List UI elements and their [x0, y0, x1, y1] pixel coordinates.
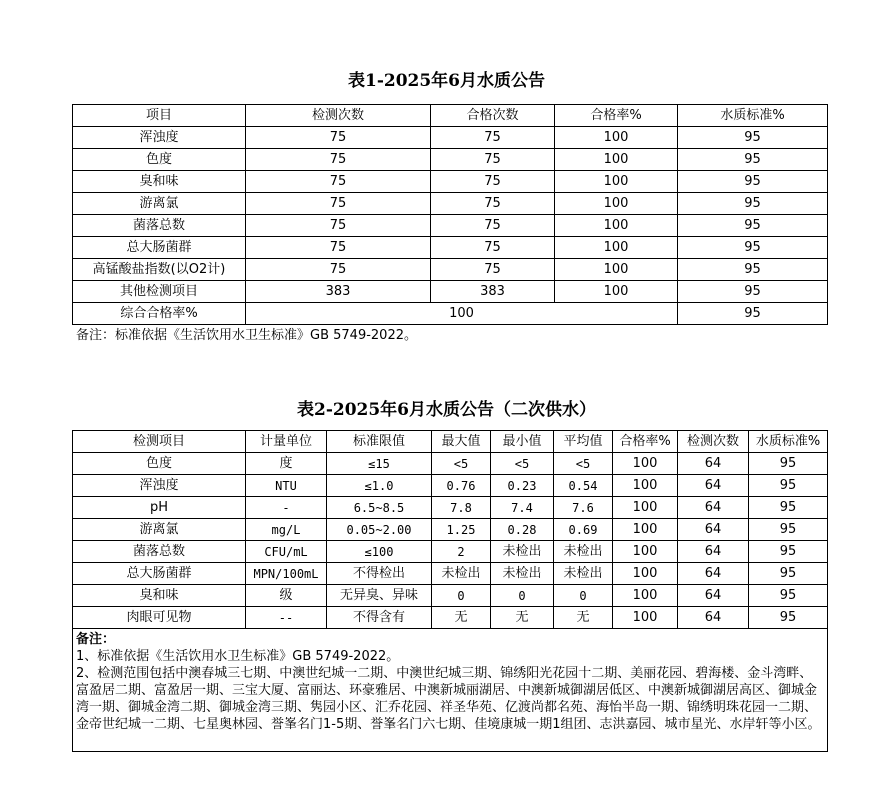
table2-cell: 未检出 [554, 541, 613, 563]
table2-cell: 菌落总数 [73, 541, 246, 563]
table2-cell: 无 [432, 607, 491, 629]
water-quality-table-1 [72, 104, 828, 325]
table1-cell: 100 [555, 215, 678, 237]
table2-cell: 未检出 [491, 541, 554, 563]
table1-cell: 75 [431, 127, 555, 149]
table1-cell: 菌落总数 [73, 215, 246, 237]
table1-header-cell: 检测次数 [246, 105, 431, 127]
table1-cell: 75 [431, 237, 555, 259]
table2-cell: 6.5~8.5 [327, 497, 432, 519]
table1-cell: 游离氯 [73, 193, 246, 215]
table2-row [73, 563, 828, 585]
summary-standard: 95 [678, 303, 828, 325]
table2-cell: 0.28 [491, 519, 554, 541]
table1-cell: 100 [555, 259, 678, 281]
table1-row [73, 193, 828, 215]
table1-cell: 100 [555, 149, 678, 171]
table2-cell: 未检出 [432, 563, 491, 585]
table2-cell: 100 [613, 453, 678, 475]
table2-header-cell: 平均值 [554, 431, 613, 453]
table2-cell: 7.6 [554, 497, 613, 519]
table2-cell: 无异臭、异味 [327, 585, 432, 607]
table2-cell: 100 [613, 607, 678, 629]
table2-cell: 100 [613, 585, 678, 607]
table1-cell: 95 [678, 215, 828, 237]
table2-cell: 95 [749, 563, 828, 585]
table1-cell: 75 [431, 149, 555, 171]
table2-cell: <5 [491, 453, 554, 475]
table2-cell: 不得含有 [327, 607, 432, 629]
table2-cell: 95 [749, 541, 828, 563]
table2-cell: CFU/mL [246, 541, 327, 563]
table1-header-cell: 合格次数 [431, 105, 555, 127]
table2-cell: 64 [678, 563, 749, 585]
table1-row [73, 259, 828, 281]
table1-cell: 75 [246, 259, 431, 281]
table2-cell: 0 [554, 585, 613, 607]
table2-cell: -- [246, 607, 327, 629]
table2-cell: 总大肠菌群 [73, 563, 246, 585]
table2-header-cell: 计量单位 [246, 431, 327, 453]
table2-row [73, 585, 828, 607]
table2-cell: 未检出 [491, 563, 554, 585]
table2-row [73, 519, 828, 541]
table1-cell: 75 [431, 193, 555, 215]
table2-cell: 浑浊度 [73, 475, 246, 497]
table2-cell: 95 [749, 585, 828, 607]
table2-row [73, 607, 828, 629]
table2-cell: 95 [749, 475, 828, 497]
table2-cell: 级 [246, 585, 327, 607]
table2-cell: 95 [749, 519, 828, 541]
table2-cell: 95 [749, 453, 828, 475]
table2-cell: 7.8 [432, 497, 491, 519]
table2-cell: 100 [613, 497, 678, 519]
table1-cell: 383 [246, 281, 431, 303]
table2-cell: - [246, 497, 327, 519]
summary-label: 综合合格率% [73, 303, 246, 325]
table2-cell: 无 [554, 607, 613, 629]
table1-cell: 75 [431, 171, 555, 193]
table2-cell: NTU [246, 475, 327, 497]
table2-notes [73, 629, 828, 752]
table2-header-cell: 检测次数 [678, 431, 749, 453]
table1-cell: 95 [678, 149, 828, 171]
summary-value: 100 [246, 303, 678, 325]
table2-cell: ≤15 [327, 453, 432, 475]
table2-row [73, 475, 828, 497]
table1-row [73, 171, 828, 193]
note-line: 2、检测范围包括中澳春城三七期、中澳世纪城一二期、中澳世纪城三期、锦绣阳光花园十二期、美丽花园、碧海楼、金斗湾畔、富盈居二期、富盈居一期、三宝大厦、富丽达、环豪雅居、中澳新城丽湖居、中澳新城御湖居低区、中澳新城御湖居高区、御城金湾一期、御城金湾二期、御城金湾三期、隽园小区、汇乔花园、祥圣华苑、亿渡尚都名苑、海怡半岛一期、锦绣明珠花园一二期、金帝世纪城一二期、七星奥林园、誉峯名门1-5期、誉峯名门六七期、佳境康城一期1组团、志洪嘉园、城市星光、水岸轩等小区。 [76, 666, 821, 732]
table2-cell: 0 [491, 585, 554, 607]
table1-summary-row [73, 303, 828, 325]
table2-cell: 1.25 [432, 519, 491, 541]
table1-cell: 臭和味 [73, 171, 246, 193]
table1-cell: 95 [678, 281, 828, 303]
table2-cell: 色度 [73, 453, 246, 475]
notes-title: 备注： [76, 632, 116, 647]
table2-cell: 95 [749, 607, 828, 629]
table1-cell: 383 [431, 281, 555, 303]
table2-cell: 100 [613, 519, 678, 541]
table1-header-row [73, 105, 828, 127]
table1-cell: 75 [431, 259, 555, 281]
table2-cell: 64 [678, 453, 749, 475]
table2-row [73, 453, 828, 475]
table1-cell: 95 [678, 259, 828, 281]
table2-cell: 无 [491, 607, 554, 629]
table2-row [73, 541, 828, 563]
table1-cell: 100 [555, 281, 678, 303]
table2-cell: 64 [678, 541, 749, 563]
table2-cell: 7.4 [491, 497, 554, 519]
table2-cell: 0.76 [432, 475, 491, 497]
table2-cell: <5 [432, 453, 491, 475]
table2-cell: 不得检出 [327, 563, 432, 585]
table2-cell: 64 [678, 475, 749, 497]
table2-cell: 0.54 [554, 475, 613, 497]
table2-cell: ≤100 [327, 541, 432, 563]
table2-cell: 100 [613, 541, 678, 563]
table1-cell: 浑浊度 [73, 127, 246, 149]
table1-cell: 75 [246, 193, 431, 215]
table2-cell: 0 [432, 585, 491, 607]
table2-header-cell: 合格率% [613, 431, 678, 453]
table2-cell: pH [73, 497, 246, 519]
table1-cell: 95 [678, 127, 828, 149]
table1-row [73, 237, 828, 259]
table1-row [73, 281, 828, 303]
table1-cell: 95 [678, 171, 828, 193]
table1-header-cell: 项目 [73, 105, 246, 127]
table2-cell: 64 [678, 519, 749, 541]
table2-header-cell: 水质标准% [749, 431, 828, 453]
table1-cell: 75 [246, 237, 431, 259]
table1-cell: 高锰酸盐指数(以O2计) [73, 259, 246, 281]
table2-cell: 游离氯 [73, 519, 246, 541]
table1-row [73, 149, 828, 171]
table2-header-cell: 最小值 [491, 431, 554, 453]
table1-note: 备注：标准依据《生活饮用水卫生标准》GB 5749-2022。 [76, 328, 417, 343]
table2-notes-row [73, 629, 828, 752]
table2-cell: 64 [678, 607, 749, 629]
table1-cell: 其他检测项目 [73, 281, 246, 303]
table2-cell: 度 [246, 453, 327, 475]
table1-cell: 100 [555, 237, 678, 259]
table2-cell: 0.69 [554, 519, 613, 541]
table1-cell: 95 [678, 237, 828, 259]
table2-cell: 64 [678, 585, 749, 607]
table2-cell: ≤1.0 [327, 475, 432, 497]
table2-cell: 0.23 [491, 475, 554, 497]
table2-header-cell: 检测项目 [73, 431, 246, 453]
table1-cell: 总大肠菌群 [73, 237, 246, 259]
table2-header-cell: 标准限值 [327, 431, 432, 453]
table1-cell: 75 [246, 171, 431, 193]
table2-cell: 64 [678, 497, 749, 519]
table2-cell: 100 [613, 563, 678, 585]
note-line: 1、标准依据《生活饮用水卫生标准》GB 5749-2022。 [76, 649, 400, 664]
table1-row [73, 127, 828, 149]
table2-header-cell: 最大值 [432, 431, 491, 453]
table2-cell: 肉眼可见物 [73, 607, 246, 629]
table2-cell: 臭和味 [73, 585, 246, 607]
table1-cell: 75 [431, 215, 555, 237]
table1-cell: 100 [555, 127, 678, 149]
table2-cell: <5 [554, 453, 613, 475]
table1-header-cell: 水质标准% [678, 105, 828, 127]
table1-title: 表1-2025年6月水质公告 [347, 71, 546, 91]
table1-cell: 75 [246, 215, 431, 237]
table2-header-row [73, 431, 828, 453]
table1-row [73, 215, 828, 237]
table2-cell: MPN/100mL [246, 563, 327, 585]
table2-cell: 100 [613, 475, 678, 497]
table2-cell: 未检出 [554, 563, 613, 585]
water-quality-table-2 [72, 430, 828, 752]
table2-cell: 95 [749, 497, 828, 519]
table1-cell: 色度 [73, 149, 246, 171]
table1-header-cell: 合格率% [555, 105, 678, 127]
table1-cell: 75 [246, 149, 431, 171]
table2-cell: 0.05~2.00 [327, 519, 432, 541]
table1-cell: 75 [246, 127, 431, 149]
table2-row [73, 497, 828, 519]
notes-spacer [76, 733, 824, 747]
table2-cell: mg/L [246, 519, 327, 541]
table1-cell: 100 [555, 193, 678, 215]
table1-cell: 95 [678, 193, 828, 215]
table2-title: 表2-2025年6月水质公告（二次供水） [296, 400, 597, 420]
table2-cell: 2 [432, 541, 491, 563]
table1-cell: 100 [555, 171, 678, 193]
